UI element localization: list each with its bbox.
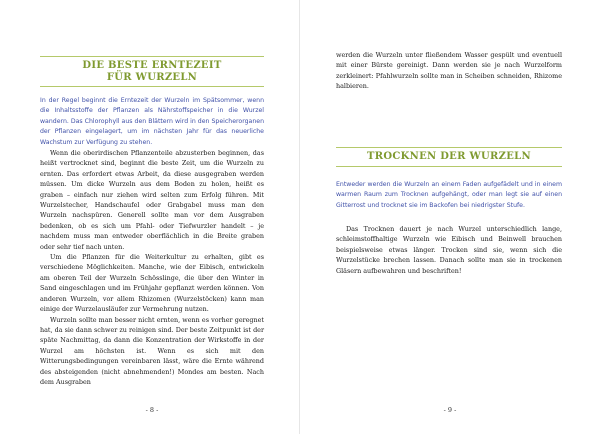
section-heading-trocknen [336, 147, 562, 167]
page-number-right: - 9 - [443, 406, 457, 414]
body-paragraph: Um die Pflanzen für die Weiterkultur zu erhalten, gibt es verschiedene Möglichkeiten. Manche, wie der Eibisch, entwickeln am oberen Teil der Wurzeln Schösslinge, die über den Winter in Sand eingeschlagen und im Frühjahr gepflanzt werden können. Von anderen Wurzeln, vor allem Rhizomen (Wurzelstöcken) kann man einige der Wurzelausläufer zur Vermehrung nutzen. [40, 253, 264, 314]
section-heading-erntezeit [40, 56, 264, 87]
body-text-continuation [336, 50, 562, 92]
right-page [300, 0, 600, 434]
page-number-left: - 8 - [145, 406, 159, 414]
continuation-paragraph: werden die Wurzeln unter fließendem Wasser gespült und eventuell mit einer Bürste gereinigt. Dann werden sie je nach Wurzelform zerkleinert: Pfahlwurzeln sollte man in Scheiben schneiden, Rhizome halbieren. [336, 51, 562, 91]
body-paragraph: Wurzeln sollte man besser nicht ernten, wenn es vorher geregnet hat, da sie dann schwer zu reinigen sind. Der beste Zeitpunkt ist der späte Nachmittag, da dann die Konzentration der Wirkstoffe in der Wurzel am höchsten ist. Wenn es sich mit den Witterungsbedingungen vereinbaren lässt, wäre die Ernte während des absteigenden (nicht abnehmenden!) Mondes am besten. Nach dem Ausgraben [40, 315, 264, 386]
body-text-right [336, 224, 562, 276]
lead-paragraph-trocknen: Entweder werden die Wurzeln an einem Faden aufgefädelt und in einem warmen Raum zum Trocknen aufgehängt, oder man legt sie auf einen Gitterrost und trocknet sie im Backofen bei niedrigster Stufe. [336, 181, 562, 209]
heading-line-1: DIE BESTE ERNTEZEIT [82, 60, 222, 71]
heading-rule-bottom [336, 166, 562, 167]
body-paragraph: Das Trocknen dauert je nach Wurzel unterschiedlich lange, schleimstoffhaltige Wurzeln wie Eibisch und Beinwell brauchen beispielsweise etwas länger. Trocken sind sie, wenn sich die Wurzelstücke brechen lassen. Danach sollte man sie in trockenen Gläsern aufbewahren und beschriften! [336, 225, 562, 275]
heading-line: TROCKNEN DER WURZELN [367, 151, 531, 162]
body-text-left [40, 148, 264, 387]
lead-paragraph-erntezeit: In der Regel beginnt die Erntezeit der Wurzeln im Spätsommer, wenn die Inhaltsstoffe der Pflanzen als Nährstoffspeicher in die Wurzel wandern. Das Chlorophyll aus den Blättern wird in den Speicherorganen der Pflanzen eingelagert, um im nächsten Jahr für das neuerliche Wachstum zur Verfügung zu stehen. [40, 97, 264, 146]
heading-line-2: FÜR WURZELN [106, 71, 198, 83]
body-paragraph: Wenn die oberirdischen Pflanzenteile abzusterben beginnen, das heißt vertrocknet sind, beginnt die beste Zeit, um die Wurzeln zu ernten. Das erfordert etwas Arbeit, da diese ausgegraben werden müssen. Um dicke Wurzeln aus dem Boden zu holen, heißt es graben – einfach nur ziehen wird selten zum Erfolg führen. Mit Wurzelstecher, Handschaufel oder Grabgabel muss man den Wurzeln nachspüren. Generell sollte man vor dem Ausgraben bedenken, ob es sich um Pfahl- oder Tiefwurzler handelt – je nachdem muss man entweder oberflächlich in die Breite graben oder sehr tief nach unten. [40, 149, 264, 251]
heading-rule-bottom [40, 86, 264, 87]
